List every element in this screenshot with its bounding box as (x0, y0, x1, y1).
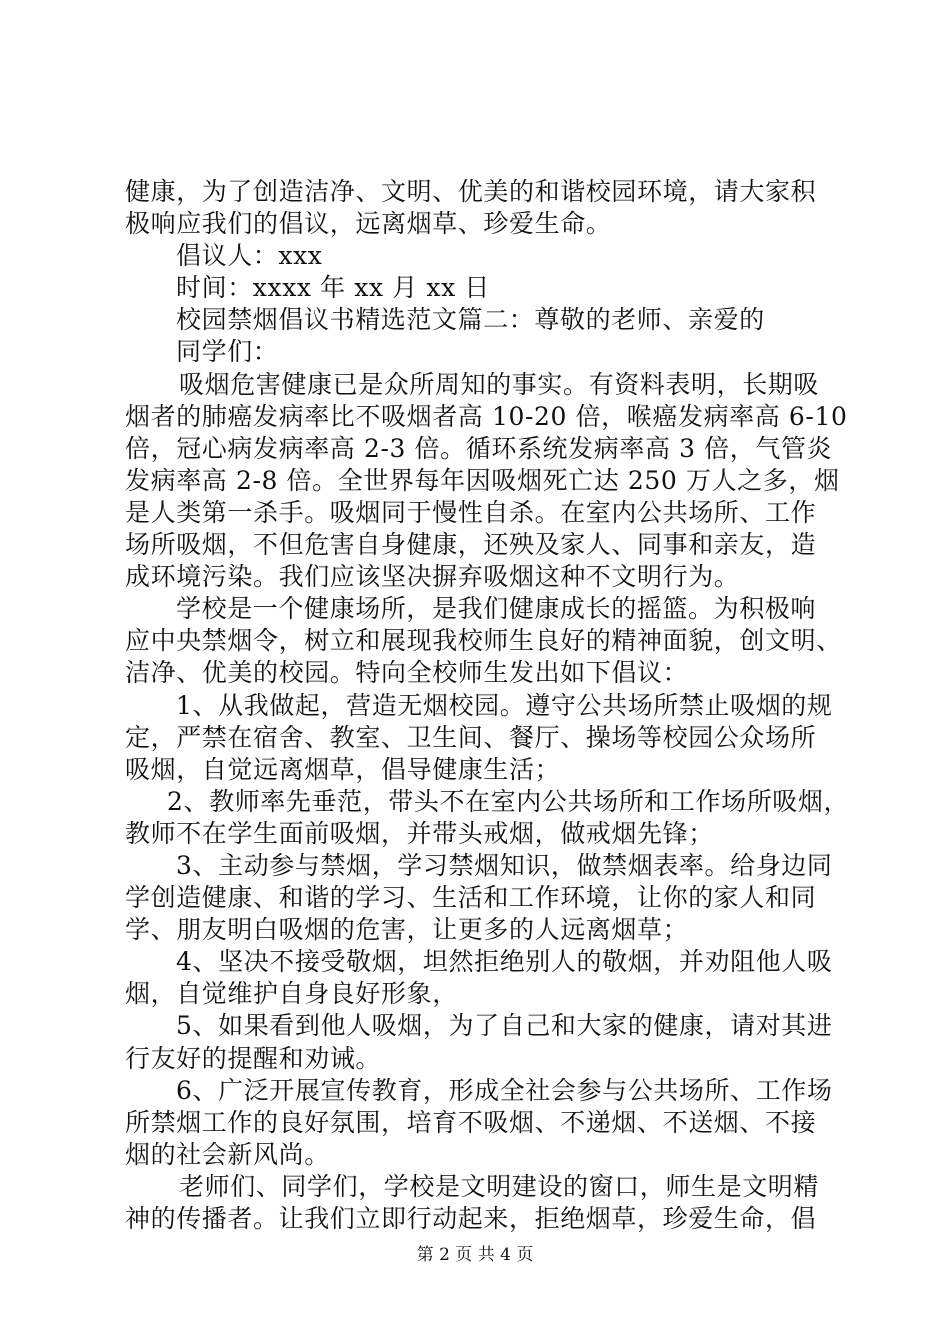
list-item: 3、主动参与禁烟，学习禁烟知识，做禁烟表率。给身边同 (176, 850, 833, 880)
text-line: 烟者的肺癌发病率比不吸烟者高 10-20 倍，喉癌发病率高 6-10 (125, 401, 848, 431)
text-line: 老师们、同学们，学校是文明建设的窗口，师生是文明精 (179, 1171, 820, 1201)
list-item: 4、坚决不接受敬烟，坦然拒绝别人的敬烟，并劝阻他人吸 (176, 947, 833, 977)
text-line: 神的传播者。让我们立即行动起来，拒绝烟草，珍爱生命，倡 (125, 1204, 817, 1233)
text-line: 吸烟危害健康已是众所周知的事实。有资料表明，长期吸 (179, 369, 820, 399)
text-line: 所禁烟工作的良好氛围，培育不吸烟、不递烟、不送烟、不接 (125, 1107, 817, 1137)
page-footer (0, 1243, 950, 1267)
text-line: 场所吸烟，不但危害自身健康，还殃及家人、同事和亲友，造 (125, 530, 817, 560)
text-line: 行友好的提醒和劝诫。 (125, 1043, 382, 1073)
text-line: 倍，冠心病发病率高 2-3 倍。循环系统发病率高 3 倍，气管炎 (125, 433, 833, 463)
list-item: 1、从我做起，营造无烟校园。遵守公共场所禁止吸烟的规 (176, 690, 833, 720)
text-line: 成环境污染。我们应该坚决摒弃吸烟这种不文明行为。 (125, 562, 740, 592)
text-line: 教师不在学生面前吸烟，并带头戒烟，做戒烟先锋； (125, 818, 714, 848)
text-line: 极响应我们的倡议，远离烟草、珍爱生命。 (125, 209, 612, 239)
salutation-line: 同学们： (176, 337, 279, 367)
text-line: 学创造健康、和谐的学习、生活和工作环境，让你的家人和同 (125, 883, 817, 913)
signatory-line: 倡议人：xxx (176, 241, 323, 271)
text-line: 发病率高 2-8 倍。全世界每年因吸烟死亡达 250 万人之多，烟 (125, 465, 840, 495)
date-line: 时间：xxxx 年 xx 月 xx 日 (176, 273, 490, 303)
text-line: 烟，自觉维护自身良好形象， (125, 979, 458, 1009)
list-item: 5、如果看到他人吸烟，为了自己和大家的健康，请对其进 (176, 1011, 833, 1041)
list-item: 2、教师率先垂范，带头不在室内公共场所和工作场所吸烟， (167, 786, 850, 816)
list-item: 6、广泛开展宣传教育，形成全社会参与公共场所、工作场 (176, 1075, 833, 1105)
text-line: 洁净、优美的校园。特向全校师生发出如下倡议： (125, 658, 689, 688)
section-heading: 校园禁烟倡议书精选范文篇二：尊敬的老师、亲爱的 (176, 305, 765, 335)
text-line: 烟的社会新风尚。 (125, 1139, 330, 1169)
text-line: 定，严禁在宿舍、教室、卫生间、餐厅、操场等校园公众场所 (125, 722, 817, 752)
page-number: 第 2 页 共 4 页 (416, 1245, 534, 1265)
text-line: 学校是一个健康场所，是我们健康成长的摇篮。为积极响 (176, 594, 817, 624)
text-line: 是人类第一杀手。吸烟同于慢性自杀。在室内公共场所、工作 (125, 497, 817, 527)
text-line: 学、朋友明白吸烟的危害，让更多的人远离烟草； (125, 915, 689, 945)
document-body (125, 176, 850, 1235)
text-line: 应中央禁烟令，树立和展现我校师生良好的精神面貌，创文明、 (125, 626, 842, 656)
text-line: 健康，为了创造洁净、文明、优美的和谐校园环境，请大家积 (125, 177, 817, 206)
text-line: 吸烟，自觉远离烟草，倡导健康生活； (125, 754, 561, 784)
